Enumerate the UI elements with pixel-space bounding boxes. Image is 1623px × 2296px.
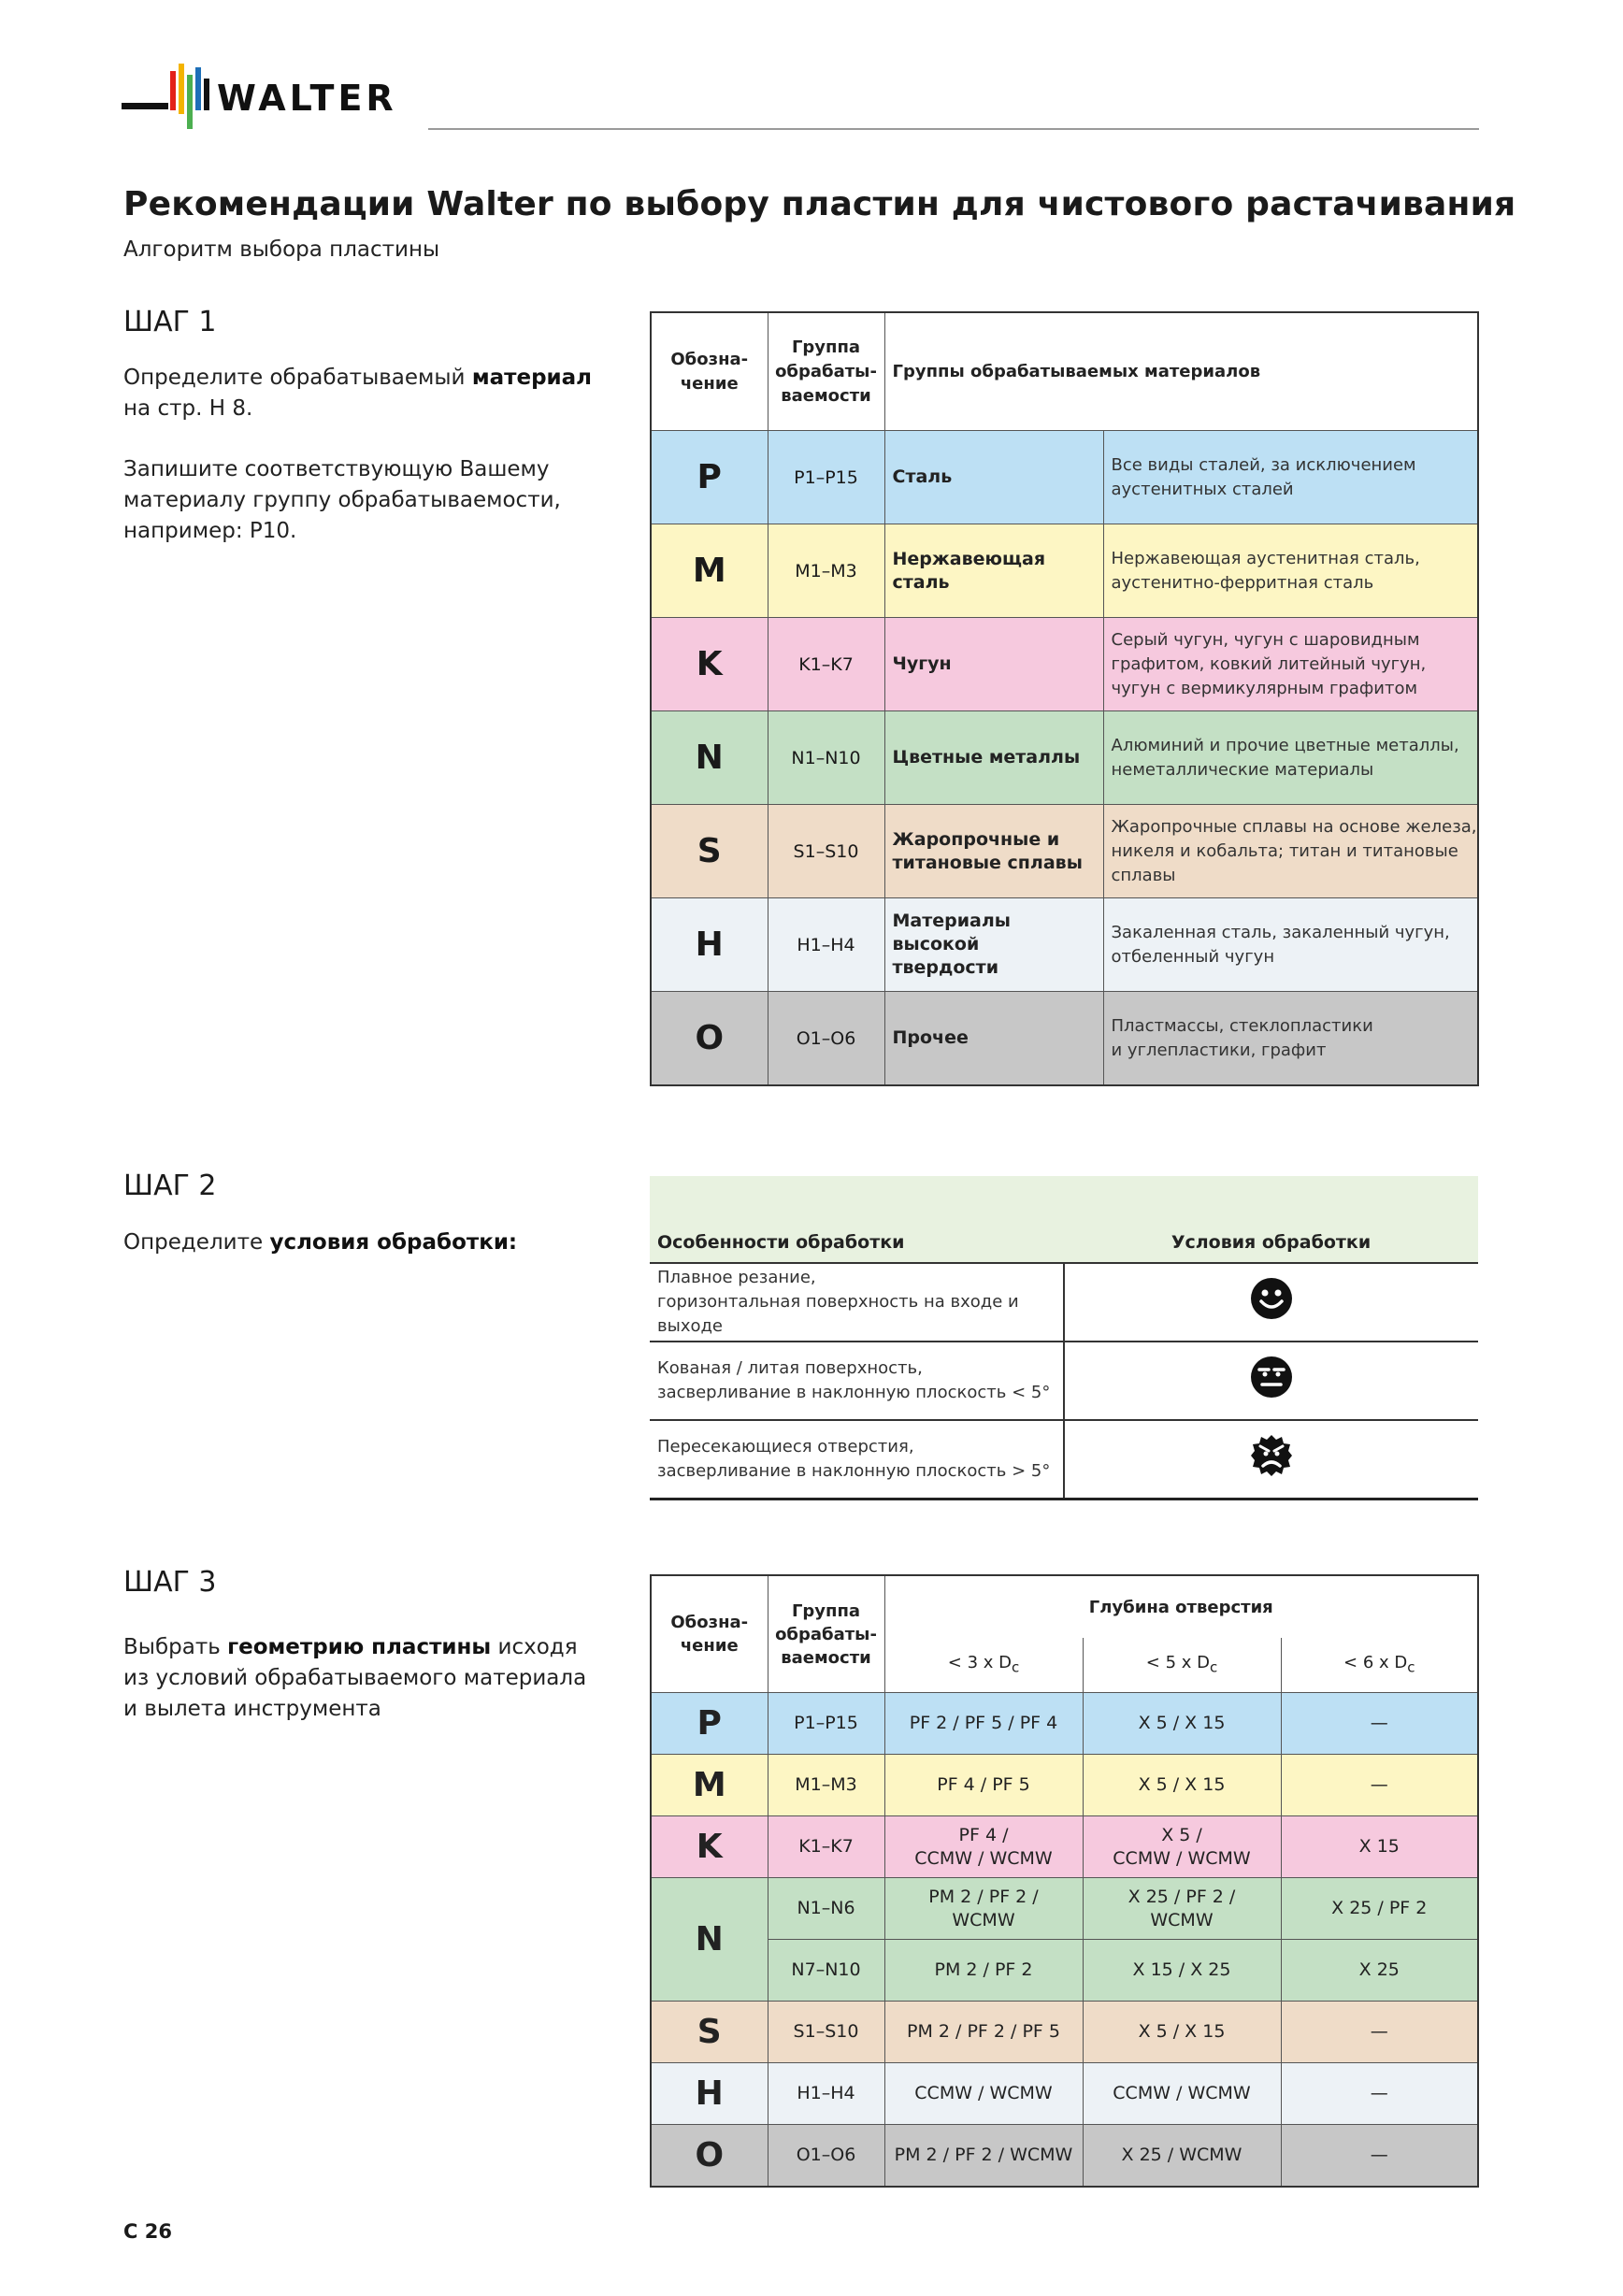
step1-text: Определите обрабатываемый материал на стр. H 8. Запишите соответствующую Вашему материалу группу обрабатываемости, например: P10. bbox=[123, 366, 593, 543]
table-row: Плавное резание, горизонтальная поверхность на входе и выходе bbox=[650, 1263, 1478, 1342]
logo-text: WALTER bbox=[217, 78, 397, 119]
step3-text: Выбрать геометрию пластины исходя из условий обрабатываемого материала и вылета инструмента bbox=[123, 1635, 587, 1721]
table-row: P P1–P15 Сталь Все виды сталей, за исключением аустенитных сталей bbox=[651, 431, 1478, 524]
table-row: K K1–K7 Чугун Серый чугун, чугун с шаровидным графитом, ковкий литейный чугун, чугун с вермикулярным графитом bbox=[651, 618, 1478, 711]
angry-face-icon bbox=[1250, 1434, 1293, 1477]
table-header-row: Особенности обработки Условия обработки bbox=[650, 1176, 1478, 1263]
table-row: N N1–N6 PM 2 / PF 2 / WCMW X 25 / PF 2 / WCMW X 25 / PF 2 bbox=[651, 1878, 1478, 1940]
table-row: Кованая / литая поверхность, засверливание в наклонную плоскость < 5° bbox=[650, 1342, 1478, 1420]
step1-heading: ШАГ 1 bbox=[123, 306, 217, 338]
table-row: H H1–H4 CCMW / WCMW CCMW / WCMW — bbox=[651, 2063, 1478, 2125]
step3-heading: ШАГ 3 bbox=[123, 1566, 217, 1599]
neutral-face-icon bbox=[1250, 1356, 1293, 1399]
table-row: O O1–O6 PM 2 / PF 2 / WCMW X 25 / WCMW — bbox=[651, 2125, 1478, 2188]
table-row: S S1–S10 Жаропрочные и титановые сплавы Жаропрочные сплавы на основе железа, никеля и кобальта; титан и титановые сплавы bbox=[651, 805, 1478, 898]
table-row: K K1–K7 PF 4 / CCMW / WCMW X 5 / CCMW / WCMW X 15 bbox=[651, 1816, 1478, 1878]
material-groups-table bbox=[650, 311, 1479, 1086]
page-number: C 26 bbox=[123, 2220, 172, 2243]
table-header-row: Обозна- чение Группа обрабаты- ваемости Глубина отверстия bbox=[651, 1575, 1478, 1638]
insert-geometry-table bbox=[650, 1574, 1479, 2188]
table-header-row: Обозна- чение Группа обрабаты- ваемости Группы обрабатываемых материалов bbox=[651, 312, 1478, 431]
table-row: M M1–M3 Нержавеющая сталь Нержавеющая аустенитная сталь, аустенитно-ферритная сталь bbox=[651, 524, 1478, 618]
table-row: H H1–H4 Материалы высокой твердости Закаленная сталь, закаленный чугун, отбеленный чугун bbox=[651, 898, 1478, 992]
table-row: N N1–N10 Цветные металлы Алюминий и прочие цветные металлы, неметаллические материалы bbox=[651, 711, 1478, 805]
walter-logo bbox=[122, 62, 402, 133]
machining-conditions-table bbox=[650, 1176, 1478, 1500]
table-header-row: < 3 x $D_c$ < 5 x $D_c$ < 6 x $D_c$ bbox=[651, 1638, 1478, 1693]
table-row: M M1–M3 PF 4 / PF 5 X 5 / X 15 — bbox=[651, 1755, 1478, 1816]
table-row: N7–N10 PM 2 / PF 2 X 15 / X 25 X 25 bbox=[651, 1940, 1478, 2002]
table-row: P P1–P15 PF 2 / PF 5 / PF 4 X 5 / X 15 — bbox=[651, 1693, 1478, 1755]
happy-face-icon bbox=[1250, 1277, 1293, 1320]
page-subtitle: Алгоритм выбора пластины bbox=[123, 237, 440, 262]
step2-text: Определите условия обработки: bbox=[123, 1230, 518, 1255]
step2-heading: ШАГ 2 bbox=[123, 1170, 217, 1202]
table-row: O O1–O6 Прочее Пластмассы, стеклопластики и углепластики, графит bbox=[651, 992, 1478, 1086]
table-row: Пересекающиеся отверстия, засверливание в наклонную плоскость > 5° bbox=[650, 1420, 1478, 1500]
header-divider bbox=[428, 128, 1479, 130]
page-title: Рекомендации Walter по выбору пластин для чистового растачивания bbox=[123, 185, 1516, 223]
table-row: S S1–S10 PM 2 / PF 2 / PF 5 X 5 / X 15 — bbox=[651, 2002, 1478, 2063]
